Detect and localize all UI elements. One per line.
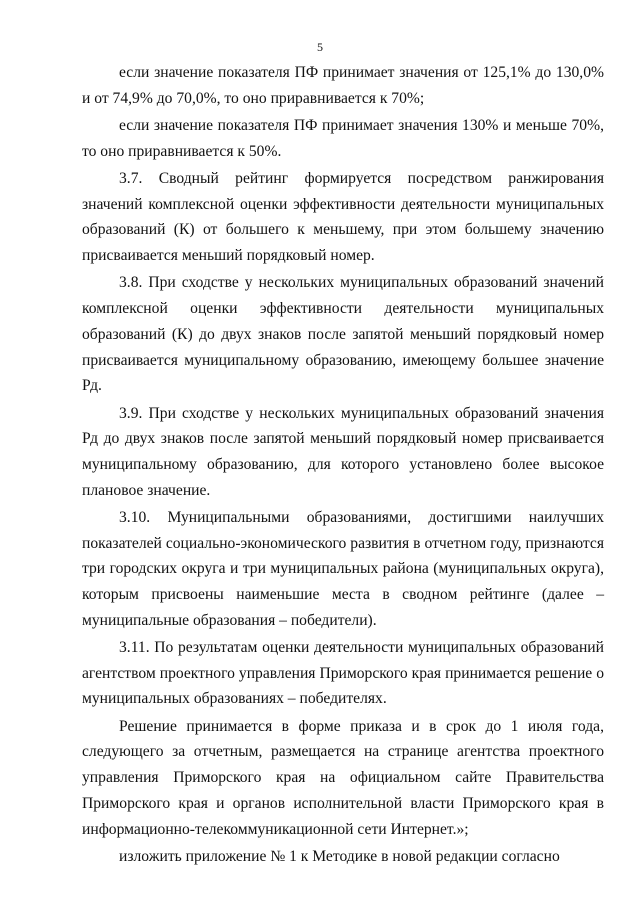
- page-number: 5: [317, 40, 323, 54]
- paragraph-3-8-tie-breaker-rd: 3.8. При сходстве у нескольких муниципальных образований значений комплексной оценки эффективности деятельности муниципальных образований (К) до двух знаков после запятой меньший порядковый номер присваивается муниципальному образованию, имеющему большее значение Рд.: [82, 274, 604, 395]
- paragraph-3-10-winners: 3.10. Муниципальными образованиями, достигшими наилучших показателей социально-экономического развития в отчетном году, признаются три городских округа и три муниципальных района (муниципальных округа), которым присвоены наименьшие места в сводном рейтинге (далее – муниципальные образования – победители).: [82, 508, 604, 629]
- paragraph-3-7-summary-rating: 3.7. Сводный рейтинг формируется посредством ранжирования значений комплексной оценки эффективности деятельности муниципальных образований (К) от большего к меньшему, при этом большему значению присваивается меньший порядковый номер.: [82, 170, 604, 265]
- paragraph-3-11-decision: 3.11. По результатам оценки деятельности муниципальных образований агентством проектного управления Приморского края принимается решение о муниципальных образованиях – победителях.: [82, 639, 604, 708]
- paragraph-pf-70-rule: если значение показателя ПФ принимает значения от 125,1% до 130,0% и от 74,9% до 70,0%, то оно приравнивается к 70%;: [82, 64, 604, 107]
- paragraph-3-9-tie-breaker-plan: 3.9. При сходстве у нескольких муниципальных образований значения Рд до двух знаков после запятой меньший порядковый номер присваивается муниципальному образованию, для которого установлено более высокое плановое значение.: [82, 404, 604, 499]
- document-body: [82, 60, 604, 871]
- paragraph-pf-50-rule: если значение показателя ПФ принимает значения 130% и меньше 70%, то оно приравнивается к 50%.: [82, 117, 604, 160]
- paragraph-decision-form: Решение принимается в форме приказа и в срок до 1 июля года, следующего за отчетным, размещается на странице агентства проектного управления Приморского края на официальном сайте Правительства Приморского края и органов исполнительной власти Приморского края в информационно-телекоммуникационной сети Интернет.»;: [82, 717, 604, 838]
- paragraph-appendix-amendment: изложить приложение № 1 к Методике в новой редакции согласно: [119, 847, 560, 865]
